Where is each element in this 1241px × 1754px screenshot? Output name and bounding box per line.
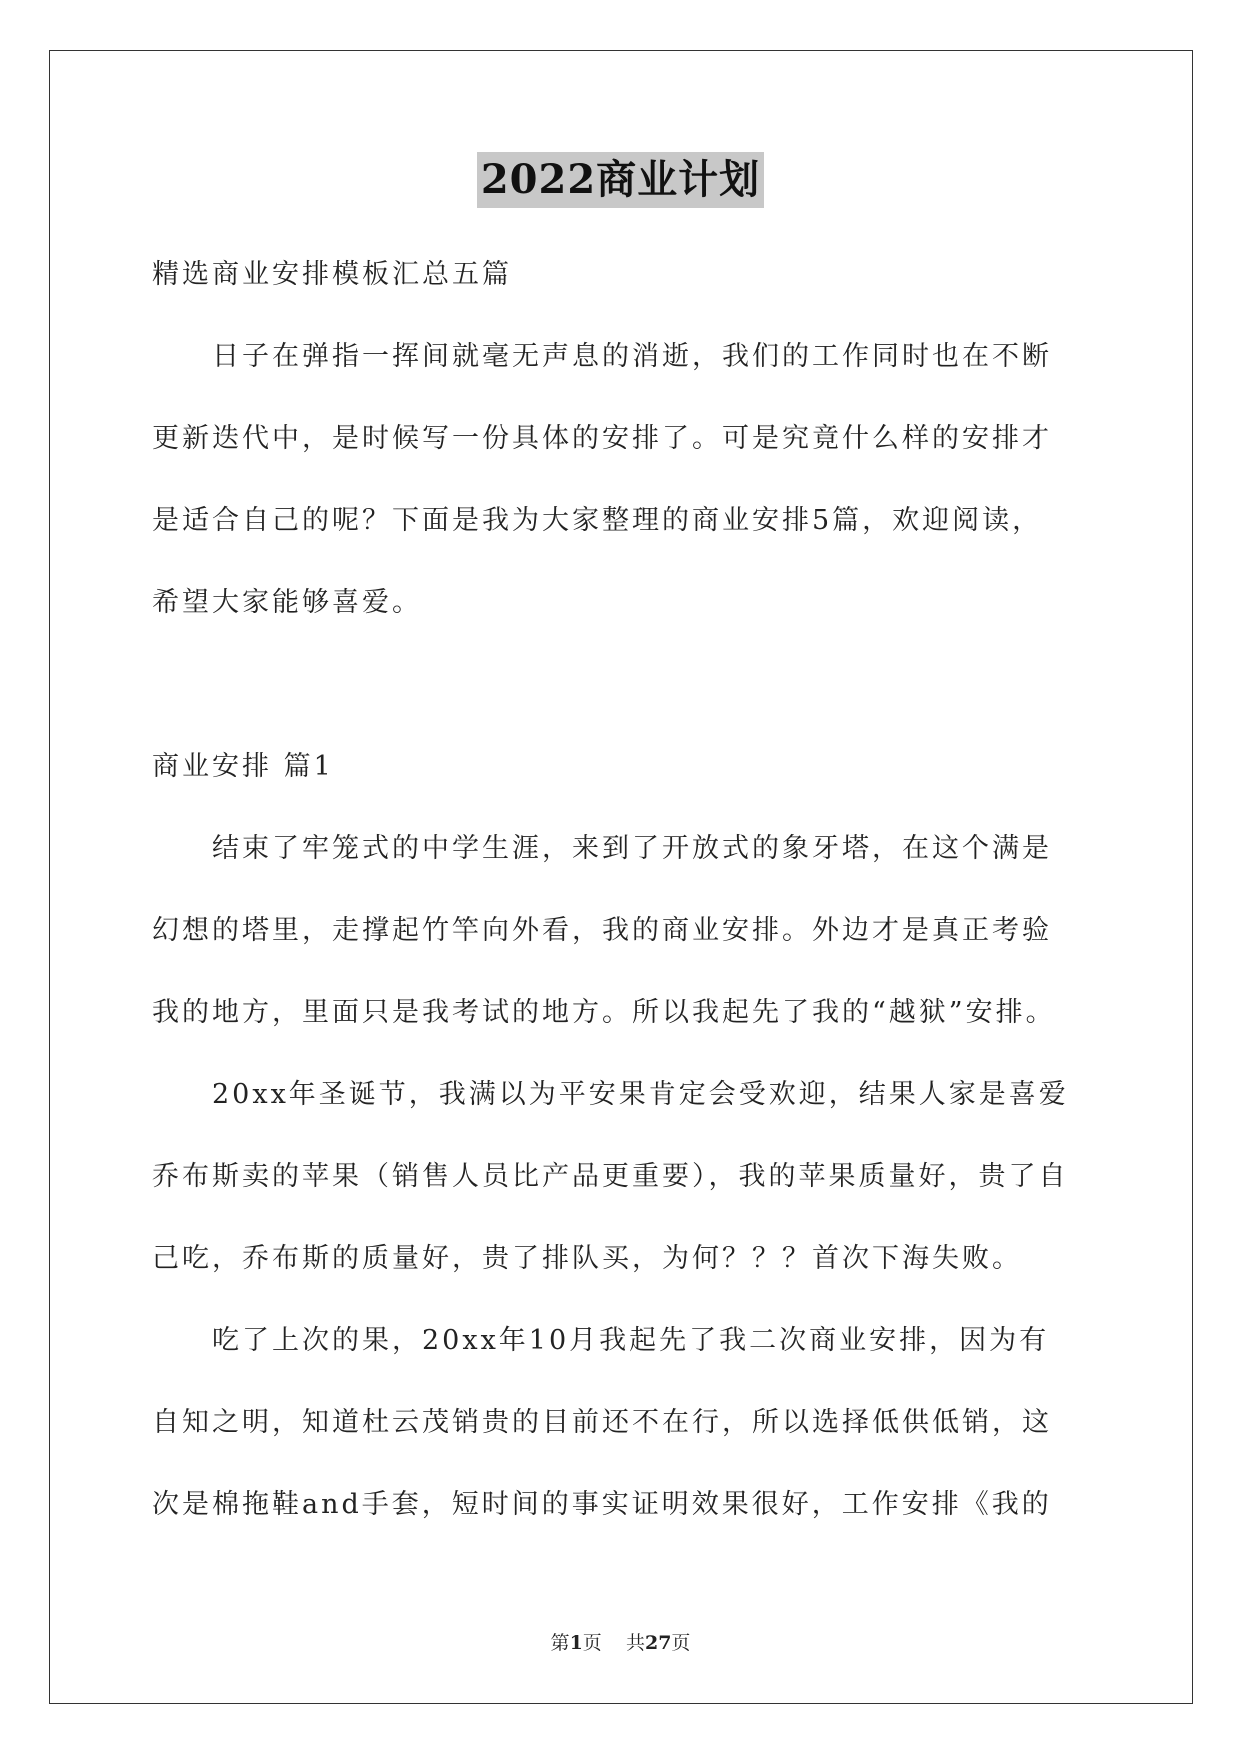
page-footer xyxy=(0,1628,1241,1655)
document-body xyxy=(152,234,1092,1546)
paragraph-line: 乔布斯卖的苹果（销售人员比产品更重要），我的苹果质量好，贵了自 xyxy=(152,1161,1069,1192)
paragraph-line: 幻想的塔里，走撑起竹竿向外看，我的商业安排。外边才是真正考验 xyxy=(152,915,1052,946)
document-title: 2022商业计划 xyxy=(477,152,764,208)
total-pages: 27 xyxy=(644,1632,672,1654)
paragraph-line: 结束了牢笼式的中学生涯，来到了开放式的象牙塔，在这个满是 xyxy=(212,833,1052,864)
paragraph-line: 自知之明，知道杜云茂销贵的目前还不在行，所以选择低供低销，这 xyxy=(152,1407,1052,1438)
document-subtitle: 精选商业安排模板汇总五篇 xyxy=(152,259,512,290)
title-area xyxy=(0,152,1241,208)
intro-line: 更新迭代中，是时候写一份具体的安排了。可是究竟什么样的安排才 xyxy=(152,423,1052,454)
intro-line: 是适合自己的呢？下面是我为大家整理的商业安排5篇，欢迎阅读， xyxy=(152,505,1043,536)
footer-suffix: 页 xyxy=(671,1632,691,1654)
footer-prefix: 第 xyxy=(550,1632,570,1654)
paragraph-line: 次是棉拖鞋and手套，短时间的事实证明效果很好，工作安排《我的 xyxy=(152,1489,1052,1520)
page-number: 1 xyxy=(569,1632,583,1654)
intro-line: 日子在弹指一挥间就毫无声息的消逝，我们的工作同时也在不断 xyxy=(212,341,1052,372)
section-spacer xyxy=(152,644,1092,726)
paragraph-line: 我的地方，里面只是我考试的地方。所以我起先了我的“越狱”安排。 xyxy=(152,997,1056,1028)
section-heading: 商业安排 篇1 xyxy=(152,751,334,782)
footer-middle: 页 共 xyxy=(582,1632,645,1654)
paragraph-line: 吃了上次的果，20xx年10月我起先了我二次商业安排，因为有 xyxy=(212,1325,1050,1356)
paragraph-line: 20xx年圣诞节，我满以为平安果肯定会受欢迎，结果人家是喜爱 xyxy=(212,1079,1069,1110)
paragraph-line: 己吃，乔布斯的质量好，贵了排队买，为何？？？首次下海失败。 xyxy=(152,1243,1022,1274)
intro-line: 希望大家能够喜爱。 xyxy=(152,587,422,618)
